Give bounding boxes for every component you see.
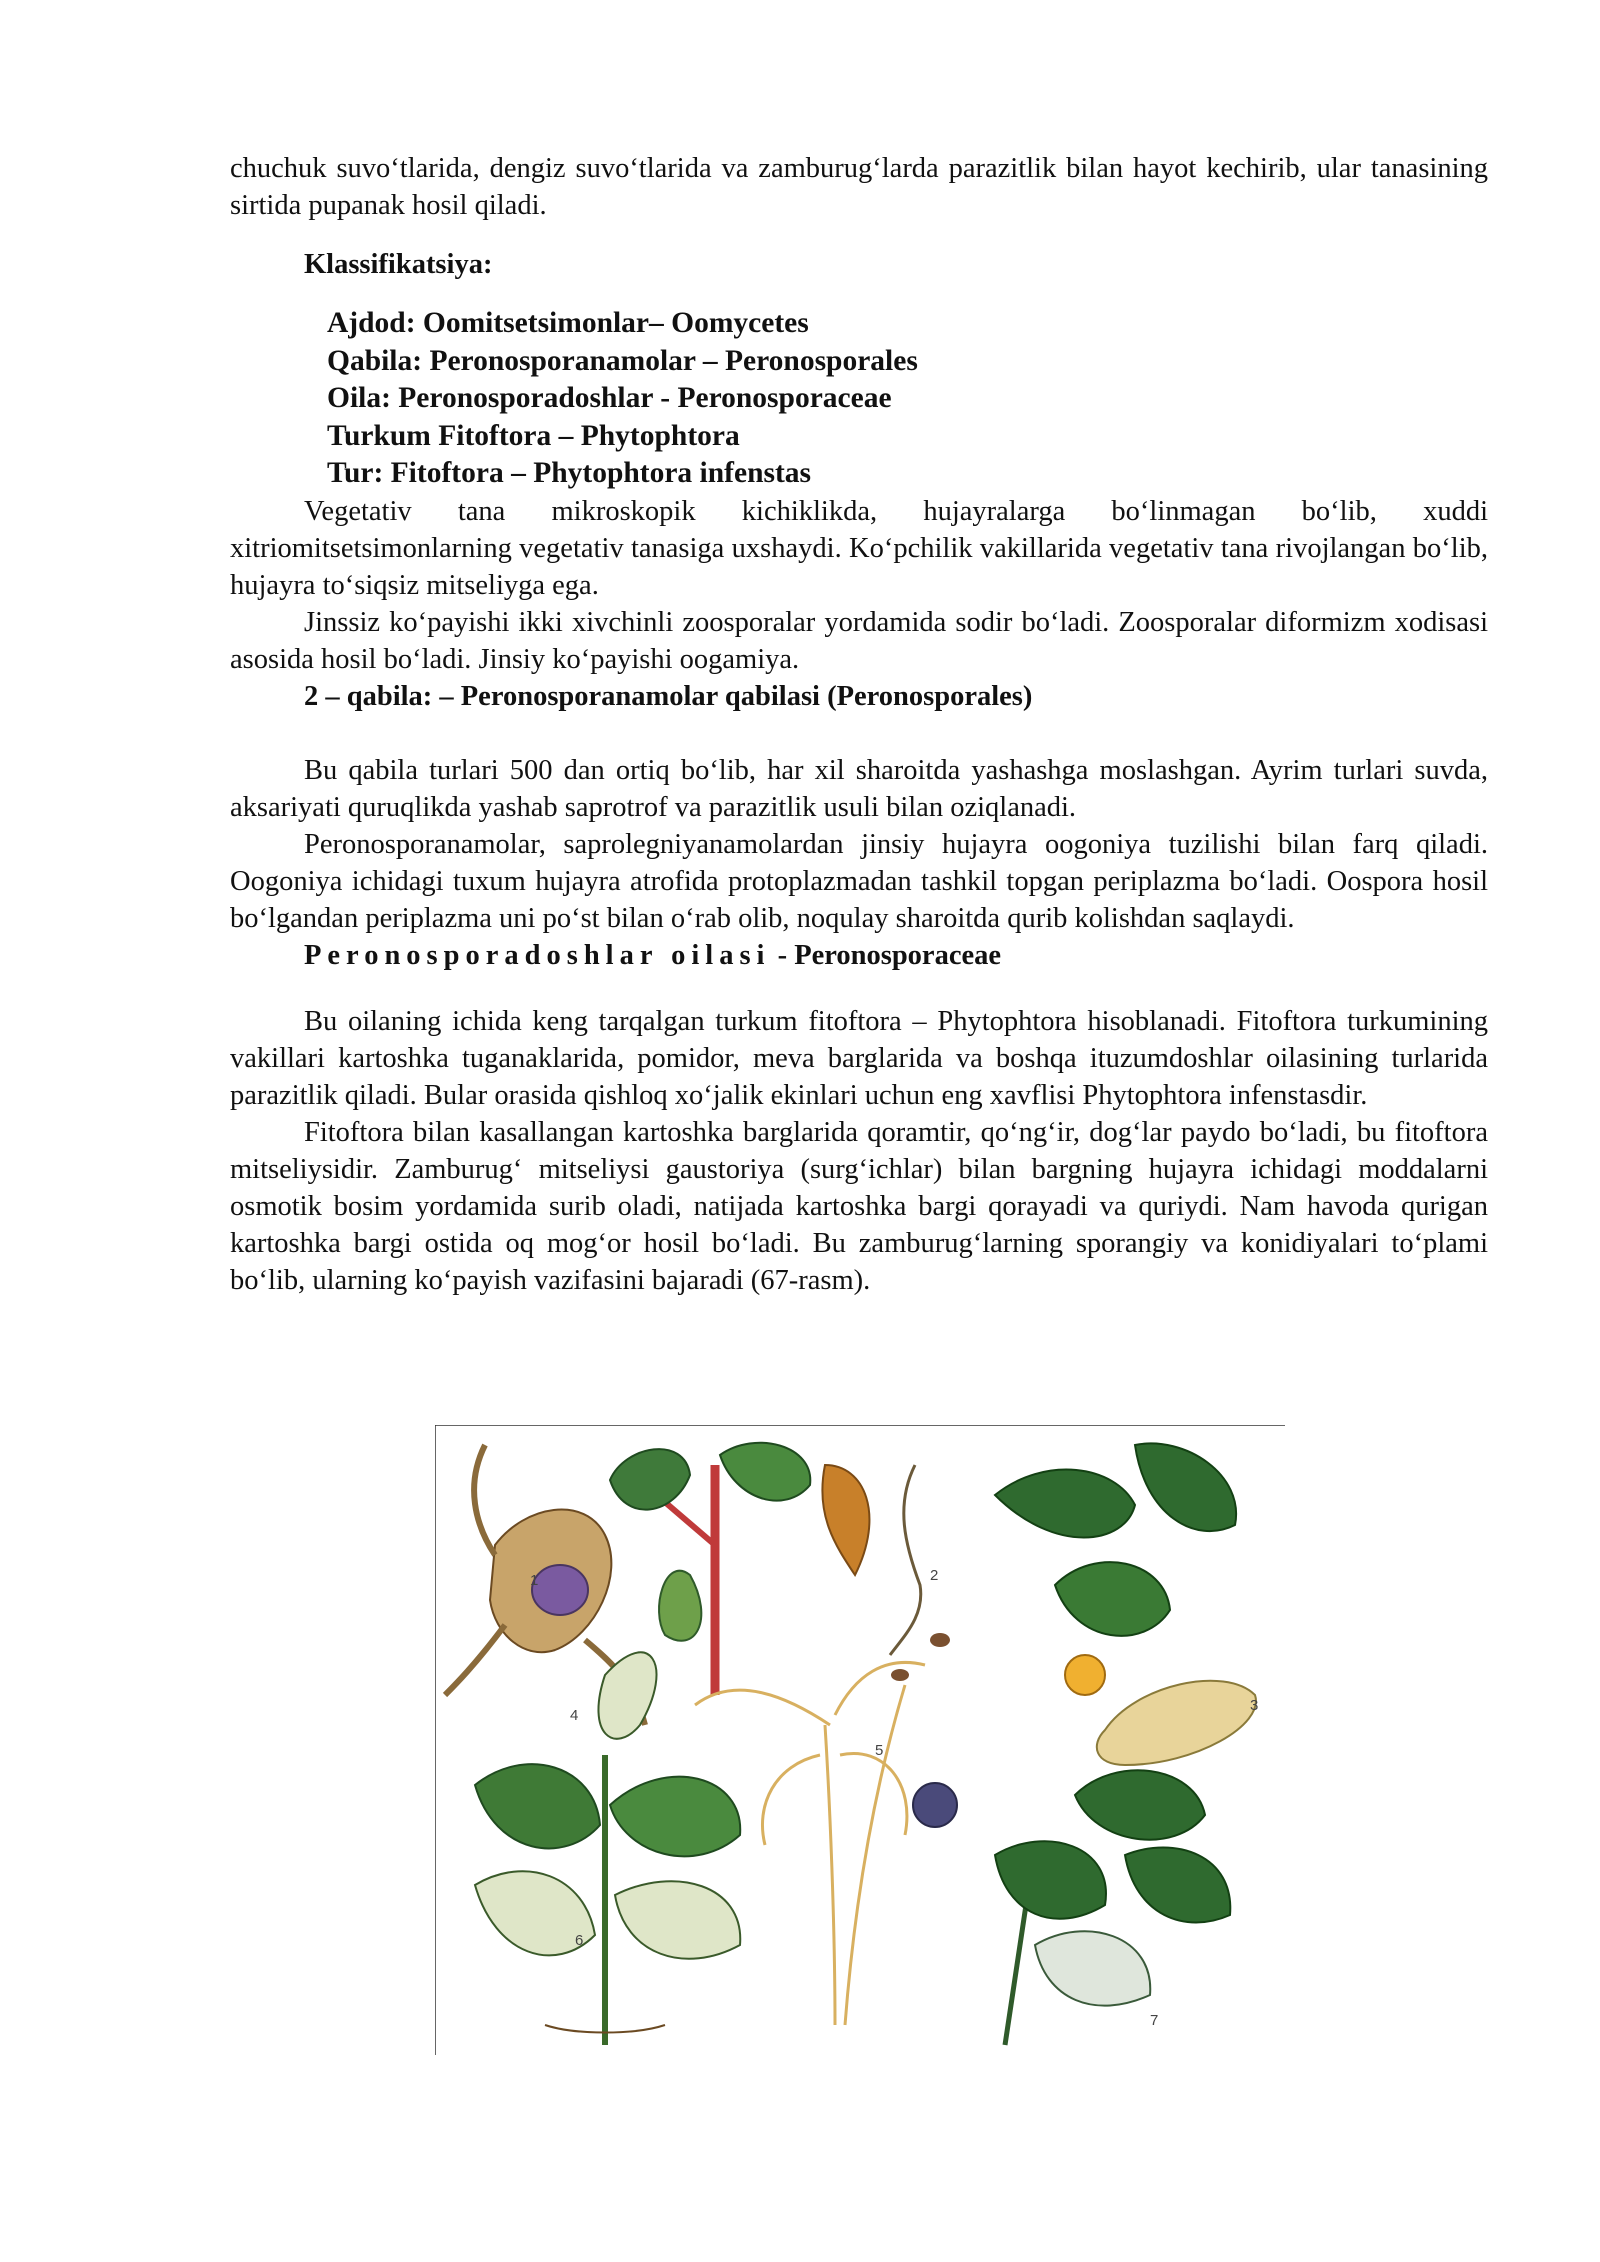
cucumber-vine-drawing — [995, 1443, 1259, 1839]
figure-number: 6 — [575, 1932, 584, 1949]
classification-heading: Klassifikatsiya: — [304, 249, 493, 280]
paragraph: Fitoftora bilan kasallangan kartoshka barglarida qoramtir, qo‘ng‘ir, dog‘lar paydo bo‘ladi, bu fitoftora mitseliysidir. Zamburug‘ mitseliysi gaustoriya (surg‘ichlar) bilan bargning hujayra ichidagi moddalarni osmotik bosim yordamida surib oladi, natijada kartoshka bargi qorayadi va quriydi. Nam havoda qurigan kartoshka bargi ostida oq mog‘or hosil bo‘ladi. Bu zamburug‘larning sporangiy va konidiyalari to‘plami bo‘lib, ularning ko‘payish vazifasini bajaradi (67-rasm). — [230, 1116, 1488, 1296]
paragraph: Jinssiz ko‘payishi ikki xivchinli zoosporalar yordamida sodir bo‘ladi. Zoosporalar diformizm xodisasi asosida hosil bo‘ladi. Jinsiy ko‘payishi oogamiya. — [230, 606, 1488, 675]
paragraph: Bu oilaning ichida keng tarqalgan turkum fitoftora – Phytophtora hisoblanadi. Fitoftora turkumining vakillari kartoshka tuganaklarida, pomidor, meva barglarida va boshqa ituzumdoshlar oilasining turlarida parazitlik qiladi. Bular orasida qishloq xo‘jalik ekinlari uchun eng xavflisi Phytophtora infenstasdir. — [230, 1005, 1488, 1111]
paragraph: Bu qabila turlari 500 dan ortiq bo‘lib, har xil sharoitda yashashga moslashgan. Ayrim turlari suvda, aksariyati quruqlikda yashab saprotrof va parazitlik usuli bilan oziqlanadi. — [230, 754, 1488, 823]
family-heading-spaced: Peronosporadoshlar oilasi — [304, 939, 771, 971]
figure-number: 4 — [570, 1707, 579, 1724]
classification-line: Turkum Fitoftora – Phytophtora — [327, 419, 740, 452]
classification-line: Oila: Peronosporadoshlar - Peronosporaceae — [327, 382, 892, 414]
nettle-plant-drawing — [995, 1841, 1230, 2045]
figure-number: 7 — [1150, 2012, 1159, 2029]
order-heading: 2 – qabila: – Peronosporanamolar qabilasi (Peronosporales) — [304, 680, 1033, 712]
paragraph: Vegetativ tana mikroskopik kichiklikda, hujayralarga bo‘linmagan bo‘lib, xuddi xitriomitsetsimonlarning vegetativ tanasiga uxshaydi. Ko‘pchilik vakillarida vegetativ tana rivojlangan bo‘lib, hujayra to‘siqsiz mitseliyga ega. — [230, 495, 1488, 601]
bean-plant-drawing — [475, 1755, 740, 2045]
classification-line: Tur: Fitoftora – Phytophtora infenstas — [327, 457, 812, 489]
paragraph: Peronosporanamolar, saprolegniyanamolardan jinsiy hujayra oogoniya tuzilishi bilan farq qiladi. Oogoniya ichidagi tuxum hujayra atrofida protoplazmadan tashkil topgan periplazma bo‘ladi. Oospora hosil bo‘lgandan periplazma uni po‘st bilan o‘rab olib, noqulay sharoitda qurib kolishdan saqlaydi. — [230, 828, 1488, 934]
figure-number: 3 — [1250, 1697, 1259, 1714]
classification-line: Qabila: Peronosporanamolar – Peronosporales — [327, 344, 918, 377]
family-heading-latin: - Peronosporaceae — [770, 939, 1002, 971]
figure-number: 1 — [530, 1572, 539, 1589]
plant-disease-illustration — [435, 1425, 1285, 2055]
family-heading — [230, 937, 1488, 974]
figure-number: 2 — [930, 1567, 939, 1584]
document-page — [230, 150, 1488, 1299]
classification-line: Ajdod: Oomitsetsimonlar– Oomycetes — [327, 307, 809, 339]
figure-number: 5 — [875, 1742, 884, 1759]
spotted-leaf-drawing — [598, 1652, 656, 1738]
umbel-drawing — [913, 1783, 957, 1827]
intro-paragraph: chuchuk suvo‘tlarida, dengiz suvo‘tlarida va zamburug‘larda parazitlik bilan hayot kechirib, ular tanasining sirtida pupanak hosil qiladi. — [230, 153, 1488, 221]
botanical-plate-image — [435, 1425, 1285, 2055]
classification-list — [230, 305, 1488, 493]
